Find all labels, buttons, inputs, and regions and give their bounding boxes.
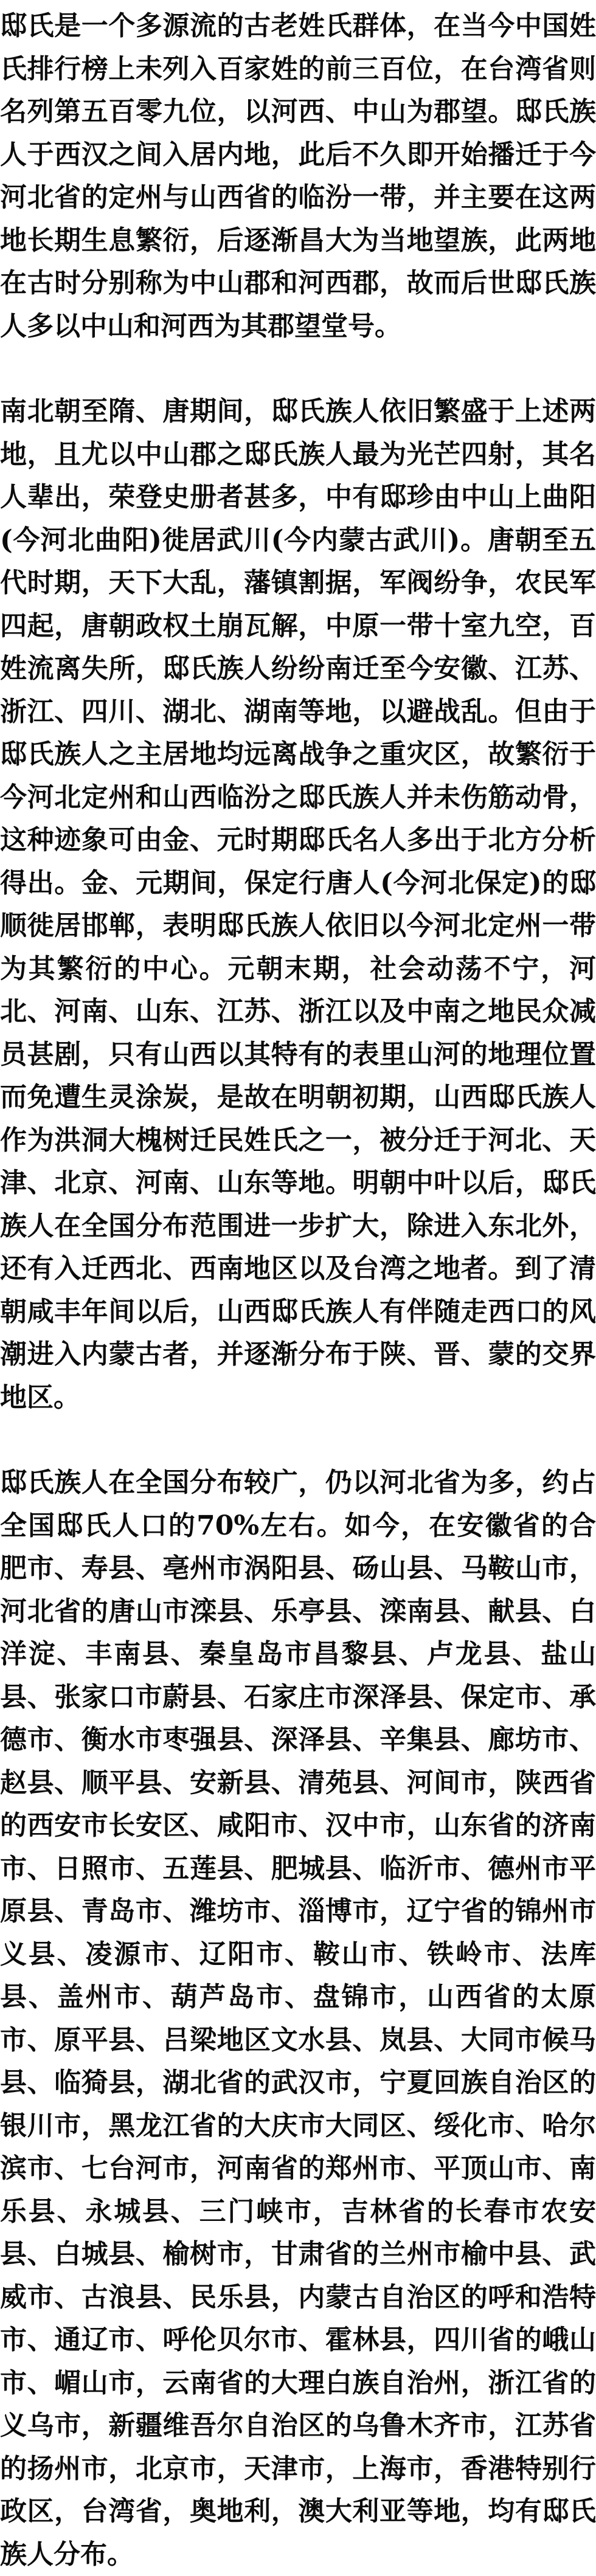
article-paragraph-distribution: 邸氏族人在全国分布较广，仍以河北省为多，约占全国邸氏人口的70%左右。如今，在安徽省的合肥市、寿县、亳州市涡阳县、砀山县、马鞍山市，河北省的唐山市滦县、乐亭县、滦南县、献县、白洋淀、丰南县、秦皇岛市昌黎县、卢龙县、盐山县、张家口市蔚县、石家庄市深泽县、保定市、承德市、衡水市枣强县、深泽县、辛集县、廊坊市、赵县、顺平县、安新县、清苑县、河间市，陕西省的西安市长安区、咸阳市、汉中市，山东省的济南市、日照市、五莲县、肥城县、临沂市、德州市平原县、青岛市、潍坊市、淄博市，辽宁省的锦州市义县、凌源市、辽阳市、鞍山市、铁岭市、法库县、盖州市、葫芦岛市、盘锦市，山西省的太原市、原平县、吕梁地区文水县、岚县、大同市候马县、临猗县，湖北省的武汉市，宁夏回族自治区的银川市，黑龙江省的大庆市大同区、绥化市、哈尔滨市、七台河市，河南省的郑州市、平顶山市、南乐县、永城县、三门峡市，吉林省的长春市农安县、白城县、榆树市，甘肃省的兰州市榆中县、武威市、古浪县、民乐县，内蒙古自治区的呼和浩特市、通辽市、呼伦贝尔市、霍林县，四川省的峨山市、嵋山市，云南省的大理白族自治州，浙江省的义乌市，新疆维吾尔自治区的乌鲁木齐市，江苏省的扬州市，北京市，天津市，上海市，香港特别行政区，台湾省，奥地利，澳大利亚等地，均有邸氏族人分布。 bbox=[0, 1467, 596, 2570]
article-paragraph-origin: 邸氏是一个多源流的古老姓氏群体，在当今中国姓氏排行榜上未列入百家姓的前三百位，在台湾省则名列第五百零九位，以河西、中山为郡望。邸氏族人于西汉之间入居内地，此后不久即开始播迁于今河北省的定州与山西省的临汾一带，并主要在这两地长期生息繁衍，后逐渐昌大为当地望族，此两地在古时分别称为中山郡和河西郡，故而后世邸氏族人多以中山和河西为其郡望堂号。 bbox=[0, 10, 596, 342]
article-paragraph-history: 南北朝至隋、唐期间，邸氏族人依旧繁盛于上述两地，且尤以中山郡之邸氏族人最为光芒四射，其名人辈出，荣登史册者甚多，中有邸珍由中山上曲阳(今河北曲阳)徙居武川(今内蒙古武川)。唐朝至五代时期，天下大乱，藩镇割据，军阀纷争，农民军四起，唐朝政权土崩瓦解，中原一带十室九空，百姓流离失所，邸氏族人纷纷南迁至今安徽、江苏、浙江、四川、湖北、湖南等地，以避战乱。但由于邸氏族人之主居地均远离战争之重灾区，故繁衍于今河北定州和山西临汾之邸氏族人并未伤筋动骨，这种迹象可由金、元时期邸氏名人多出于北方分析得出。金、元期间，保定行唐人(今河北保定)的邸顺徙居邯郸，表明邸氏族人依旧以今河北定州一带为其繁衍的中心。元朝末期，社会动荡不宁，河北、河南、山东、江苏、浙江以及中南之地民众减员甚剧，只有山西以其特有的表里山河的地理位置而免遭生灵涂炭，是故在明朝初期，山西邸氏族人作为洪洞大槐树迁民姓氏之一，被分迁于河北、天津、北京、河南、山东等地。明朝中叶以后，邸氏族人在全国分布范围进一步扩大，除进入东北外，还有入迁西北、西南地区以及台湾之地者。到了清朝咸丰年间以后，山西邸氏族人有伴随走西口的风潮进入内蒙古者，并逐渐分布于陕、晋、蒙的交界地区。 bbox=[0, 396, 596, 1413]
